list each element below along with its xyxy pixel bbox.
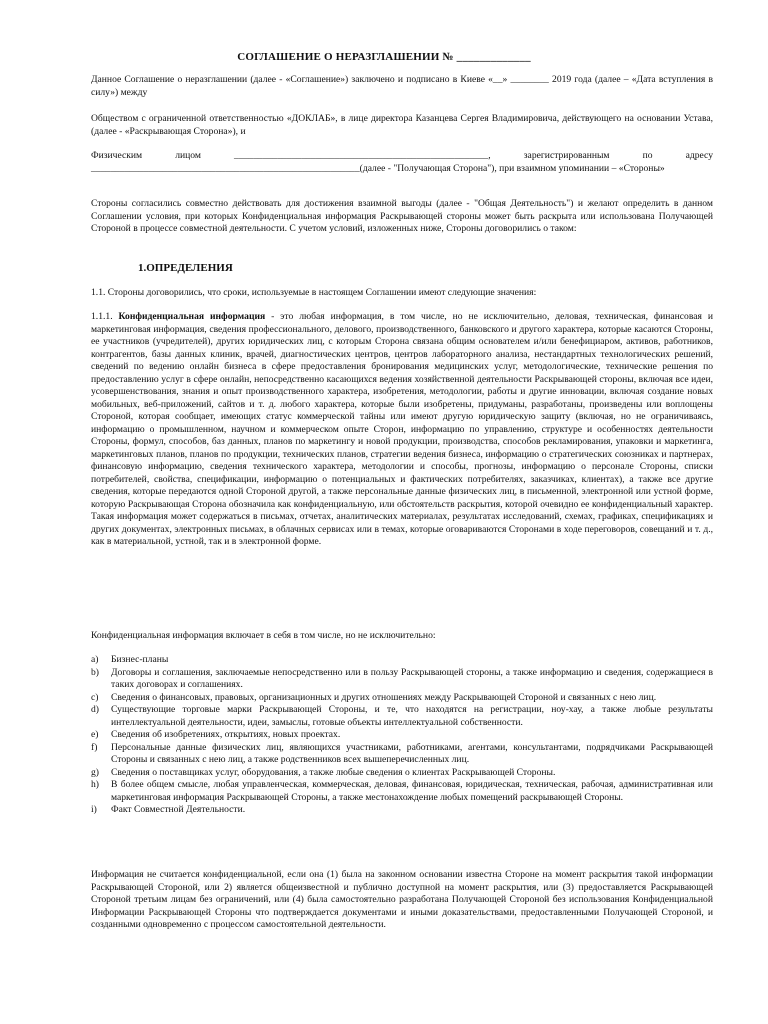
list-item-text: Договоры и соглашения, заключаемые непосредственно или в пользу Раскрывающей стороны, а также информацию и сведения, содержащиеся в таких договорах и соглашениях. — [111, 666, 713, 690]
exclusions-paragraph: Информация не считается конфиденциальной, если она (1) была на законном основании известна Стороне на момент раскрытия такой информации Раскрывающей Стороной, или 2) является общеизвестной и публично доступной на момент раскрытия, или (3) предоставляется Раскрывающей Стороной третьим лицам без ограничений, или (4) была самостоятельно разработана Получающей Стороной без использования Конфиденциальной Информации Раскрывающей Стороны что подтверждается документами и иными доказательствами, предоставленными Получающей Стороной, и созданными одновременно с процессом самостоятельной деятельности. — [91, 869, 713, 930]
list-item-text: В более общем смысле, любая управленческая, коммерческая, деловая, финансовая, юридическая, техническая, рабочая, административная или маркетинговая информация Раскрывающей Стороны, а также местонахождение любых помещений раскрывающей Стороны. — [111, 779, 713, 803]
confidential-items-list — [91, 654, 713, 817]
list-item — [91, 742, 713, 767]
list-item-text: Сведения о финансовых, правовых, организационных и других отношениях между Раскрывающей Стороной и связанных с нею лиц. — [111, 691, 657, 703]
list-item-text: Существующие торговые марки Раскрывающей Стороны, и те, что находятся на регистрации, ноу-хау, а также любые результаты интеллектуальной деятельности, идеи, замыслы, готовые объекты интеллектуальной собственности. — [111, 704, 713, 728]
list-item-marker: i) — [91, 804, 97, 815]
list-item-marker: h) — [91, 779, 99, 790]
clause-1-1-1 — [91, 311, 713, 549]
list-item-marker: d) — [91, 704, 99, 715]
list-item — [91, 804, 713, 817]
party-two-paragraph: Физическим лицом _____________________________________________________, зарегистрированным по адресу ________________________________________________________(далее - "Получающая Сторона"), при взаимном упоминании – «Стороны» — [91, 150, 713, 174]
list-item — [91, 704, 713, 729]
list-item — [91, 779, 713, 804]
list-item — [91, 729, 713, 742]
clause-number: 1.1.1. — [91, 311, 113, 322]
document-title: СОГЛАШЕНИЕ О НЕРАЗГЛАШЕНИИ № _____________ — [237, 51, 531, 63]
intro-paragraph: Данное Соглашение о неразглашении (далее - «Соглашение») заключено и подписано в Киеве «__» ________ 2019 года (далее – «Дата вступления в силу») между — [91, 74, 713, 98]
list-item-marker: a) — [91, 654, 99, 665]
list-item — [91, 654, 713, 667]
list-item — [91, 692, 713, 705]
clause-text: - это любая информация, в том числе, но не исключительно, деловая, техническая, финансовая и маркетинговая информация, сведения профессионального, делового, производственного, банковского и другого характера, которые касаются Стороны, ее участников (учредителей), других юридических лиц, с которым Сторона связана общим основателем и/или бенефициаром, активов, работников, контрагентов, базы данных клиник, врачей, диагностических центров, центров лабораторного анализа, нестандартных технологических решений, сведений по ведению онлайн бизнеса в сфере предоставления бронирования медицинских услуг, методологические, технические решения по предоставлению услуг в сфере онлайн, непосредственно касающихся ведения хозяйственной деятельности Раскрывающей стороны, включая все идеи, усовершенствования, знания и опыт производственного характера, изобретения, методологии, работы и другие инновации, включая создание новых мобильных, веб-приложений, сайтов и т. д. любого характера, которые были изобретены, придуманы, разработаны, произведены или воплощены Стороной, которая сообщает, имеющих статус коммерческой тайны или имеют другую юридическую защиту (включая, но не ограничиваясь, информацию о промышленном, научном и коммерческом опыте Сторон, информацию по управлению, структуре и особенностях деятельности Стороны, формул, способов, баз данных, планов по маркетингу и новой продукции, производства, способов рекламирования, упаковки и маркетинга, маркетинговых планов, планов по продукции, технических планов, стратегии ведения бизнеса, информацию о стратегических союзниках и партнерах, финансовую информацию, сведения технического характера, методологии и способы, прогнозы, информацию о персонале Стороны, списки потребителей, свойства, спецификации, информацию о потенциальных и фактических потребителях, заказчиках, клиентах), а также все другие сведения, которые передаются одной Стороной другой, а также персональные данные физических лиц, в письменной, электронной или устной форме, которую Раскрывающая Сторона обозначила как конфиденциальную, или обстоятельств раскрытия, которой очевидно ее конфиденциальный характер. Такая информация может содержаться в письмах, отчетах, аналитических материалах, результатах исследований, схемах, графиках, спецификациях и других документах, электронных письмах, в облачных сервисах или в темах, которые оговариваются Сторонами в ходе переговоров, совещаний и т. д., как в материальной, устной, так и в электронной форме. — [91, 311, 714, 547]
list-item-marker: g) — [91, 766, 99, 778]
list-item-marker: e) — [91, 729, 99, 740]
list-item — [91, 667, 713, 692]
list-item-text: Сведения об изобретениях, открытиях, новых проектах. — [111, 729, 341, 740]
list-item-text: Сведения о поставщиках услуг, оборудования, а также любые сведения о клиентах Раскрывающей Стороны. — [111, 766, 556, 778]
clause-1-1: 1.1. Стороны договорились, что сроки, используемые в настоящем Соглашении имеют следующие значения: — [91, 287, 537, 298]
list-item-text: Персональные данные физических лиц, являющихся участниками, работниками, агентами, консультантами, подрядчиками Раскрывающей Стороны и связанных с нею лиц, а также родственников всех вышеперечисленных лиц. — [111, 741, 713, 765]
list-item-text: Бизнес-планы — [111, 654, 169, 665]
list-item-marker: b) — [91, 666, 99, 678]
list-item-text: Факт Совместной Деятельности. — [111, 804, 246, 815]
includes-paragraph: Конфиденциальная информация включает в себя в том числе, но не исключительно: — [91, 630, 436, 641]
list-item — [91, 767, 713, 780]
party-one-paragraph: Обществом с ограниченной ответственностью «ДОКЛАБ», в лице директора Казанцева Сергея Владимировича, действующего на основании Устава, (далее - «Раскрывающая Сторона»), и — [91, 113, 713, 137]
defined-term: Конфиденциальная информация — [118, 311, 266, 322]
list-item-marker: f) — [91, 741, 98, 753]
section-heading-definitions: 1.ОПРЕДЕЛЕНИЯ — [138, 262, 233, 274]
agreement-paragraph: Стороны согласились совместно действовать для достижения взаимной выгоды (далее - "Общая Деятельность") и желают определить в данном Соглашении условия, при которых Конфиденциальная информация Раскрывающей стороны может быть раскрыта или использована Получающей Стороной в процессе совместной деятельности. С учетом условий, изложенных ниже, Стороны договорились о таком: — [91, 198, 713, 234]
list-item-marker: c) — [91, 691, 99, 703]
